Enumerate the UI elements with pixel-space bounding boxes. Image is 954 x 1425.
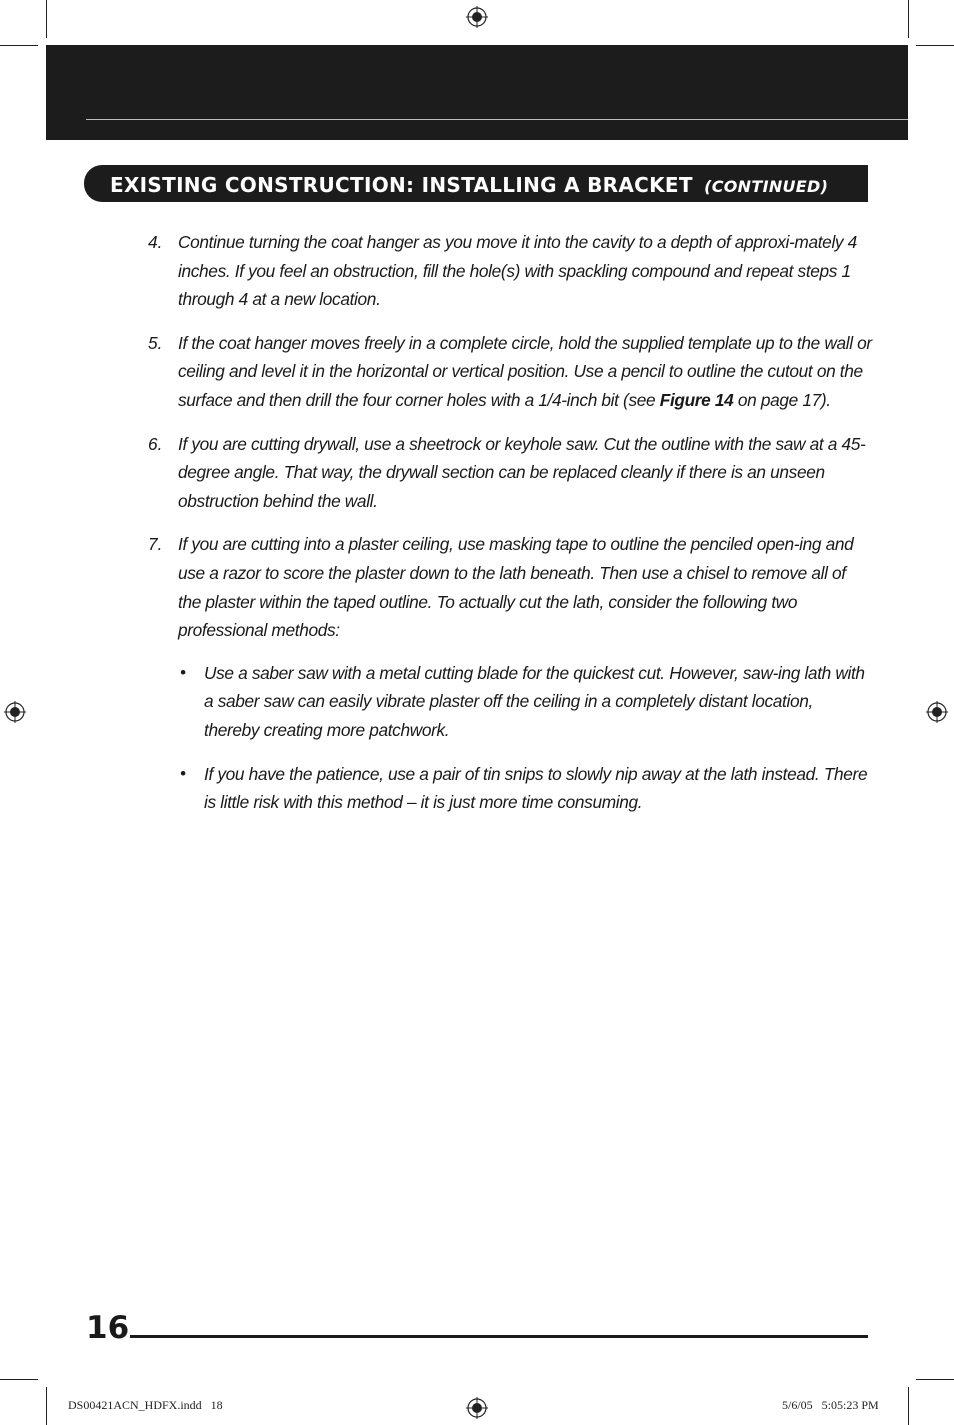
step-item bbox=[148, 530, 872, 816]
bullet-symbol: • bbox=[180, 662, 186, 682]
crop-mark bbox=[0, 45, 38, 46]
step-text-after: on page 17). bbox=[733, 389, 831, 410]
bullet-text: If you have the patience, use a pair of tin snips to slowly nip away at the lath instead. There is little risk with this method – it is just more time consuming. bbox=[204, 763, 868, 813]
step-text: If you are cutting drywall, use a sheetrock or keyhole saw. Cut the outline with the saw at a 45-degree angle. That way, the drywall section can be replaced cleanly if there is an unseen obstruction behind the wall. bbox=[178, 433, 866, 511]
step-text-before: If the coat hanger moves freely in a complete circle, hold the supplied template up to the wall or ceiling and level it in the horizontal or vertical position. Use a pencil to outline the cutout on the surface and then drill the four corner holes with a 1/4-inch bit (see bbox=[178, 332, 872, 410]
registration-mark-icon bbox=[466, 1397, 488, 1419]
section-header bbox=[84, 165, 868, 202]
bullet-symbol: • bbox=[180, 763, 186, 783]
crop-mark bbox=[46, 1387, 47, 1425]
crop-mark bbox=[916, 1379, 954, 1380]
figure-reference: Figure 14 bbox=[659, 389, 734, 410]
steps-list bbox=[148, 228, 872, 832]
section-title-main: EXISTING CONSTRUCTION: INSTALLING A BRACKET bbox=[110, 173, 693, 197]
bullet-text: Use a saber saw with a metal cutting blade for the quickest cut. However, saw-ing lath with a saber saw can easily vibrate plaster off the ceiling in a completely distant location, thereby creating more patchwork. bbox=[204, 662, 865, 740]
step-number: 4. bbox=[148, 232, 163, 252]
crop-mark bbox=[0, 1379, 38, 1380]
section-title-suffix: (CONTINUED) bbox=[704, 177, 829, 196]
crop-mark bbox=[916, 45, 954, 46]
slug-timestamp: 5/6/05 5:05:23 PM bbox=[782, 1398, 879, 1412]
bullet-list bbox=[178, 659, 872, 817]
step-number: 7. bbox=[148, 534, 163, 555]
registration-mark-icon bbox=[926, 701, 948, 723]
step-item bbox=[148, 329, 872, 415]
header-rule bbox=[86, 119, 908, 120]
crop-mark bbox=[46, 0, 47, 38]
step-text: If you are cutting into a plaster ceiling, use masking tape to outline the penciled open-ing and use a razor to score the plaster down to the lath beneath. Then use a chisel to remove all of the plaster within the taped outline. To actually cut the lath, consider the following two professional methods: bbox=[178, 534, 854, 641]
page-number: 16 bbox=[86, 1310, 130, 1346]
slug-filename: DS00421ACN_HDFX.indd 18 bbox=[68, 1398, 223, 1412]
step-text: Continue turning the coat hanger as you move it into the cavity to a depth of approxi-mately 4 inches. If you feel an obstruction, fill the hole(s) with spackling compound and repeat steps 1 through 4 at a new location. bbox=[178, 232, 857, 310]
footer-rule bbox=[130, 1335, 868, 1338]
step-text bbox=[178, 329, 872, 415]
registration-mark-icon bbox=[466, 6, 488, 28]
bullet-item bbox=[178, 659, 872, 745]
step-item bbox=[148, 430, 872, 516]
step-number: 6. bbox=[148, 433, 163, 454]
header-band bbox=[46, 45, 908, 140]
crop-mark bbox=[908, 0, 909, 38]
section-title bbox=[110, 173, 828, 197]
step-number: 5. bbox=[148, 332, 163, 353]
bullet-item bbox=[178, 760, 872, 817]
step-item bbox=[148, 228, 872, 314]
registration-mark-icon bbox=[4, 701, 26, 723]
crop-mark bbox=[908, 1387, 909, 1425]
